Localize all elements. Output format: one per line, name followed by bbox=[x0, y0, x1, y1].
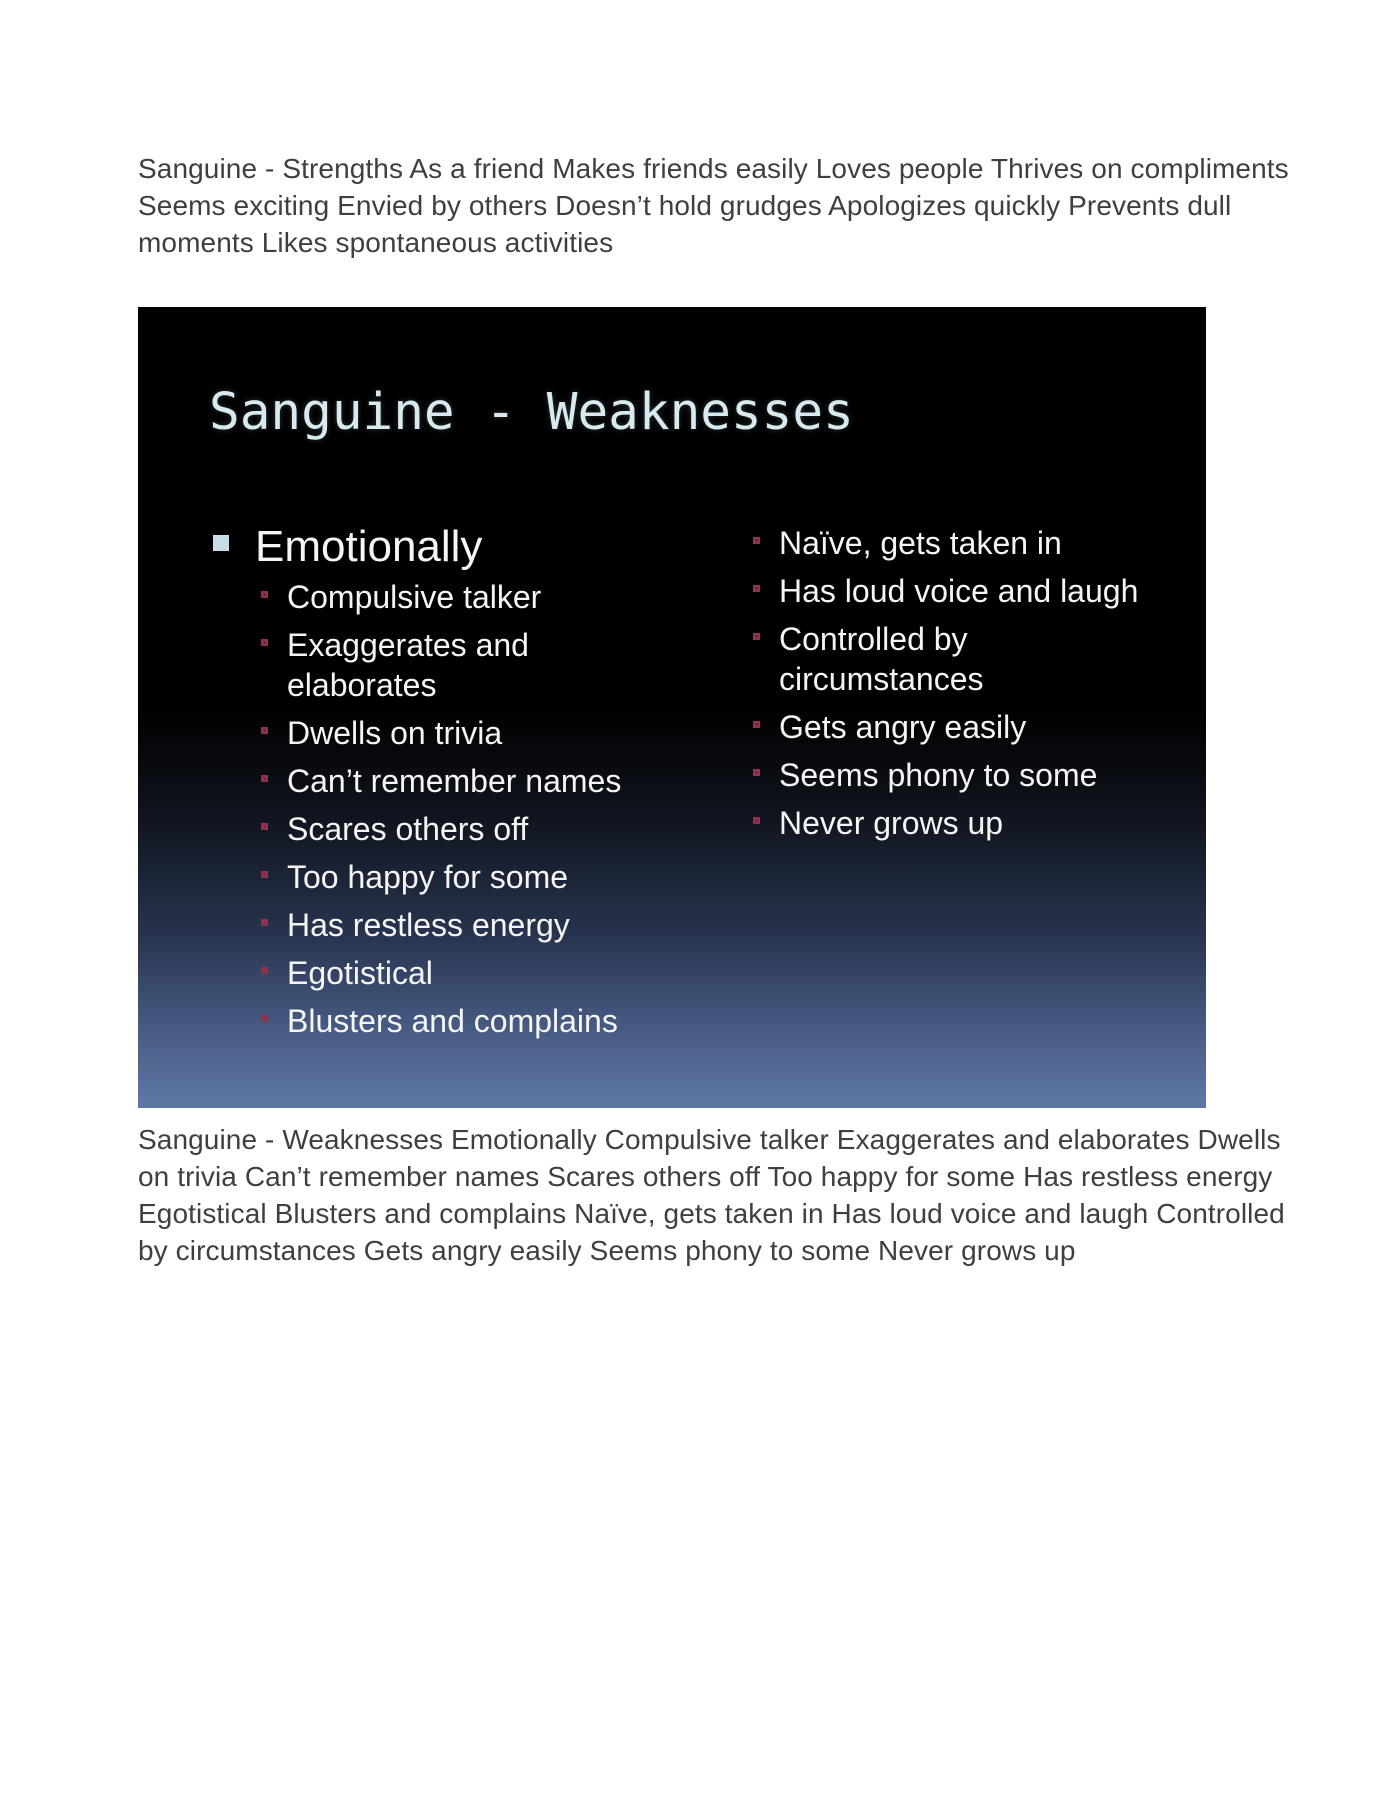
level2-bullet-icon bbox=[261, 639, 268, 646]
bullet-text: Scares others off bbox=[287, 811, 529, 847]
bullet-item-level2 bbox=[261, 761, 683, 801]
bullet-item-level2 bbox=[261, 625, 683, 705]
level2-bullet-icon bbox=[753, 585, 760, 592]
bullet-item-level2 bbox=[261, 857, 683, 897]
bullet-heading-text: Emotionally bbox=[255, 522, 483, 571]
bullet-text: Seems phony to some bbox=[779, 757, 1098, 793]
paragraph-line: Egotistical Blusters and complains Naïve, gets taken in Has loud voice and laugh Controlled bbox=[138, 1198, 1285, 1229]
bullet-text: Has loud voice and laugh bbox=[779, 573, 1139, 609]
bullet-item-level2 bbox=[753, 755, 1193, 795]
level2-bullet-icon bbox=[261, 1015, 268, 1022]
bullet-item-level2 bbox=[753, 571, 1193, 611]
bullet-text: Exaggerates and elaborates bbox=[287, 627, 529, 703]
level2-bullet-icon bbox=[261, 871, 268, 878]
top-paragraph bbox=[138, 150, 1378, 261]
level2-bullet-icon bbox=[261, 727, 268, 734]
paragraph-line: by circumstances Gets angry easily Seems phony to some Never grows up bbox=[138, 1235, 1076, 1266]
level2-bullet-icon bbox=[753, 721, 760, 728]
slide-image bbox=[138, 307, 1206, 1108]
bullet-item-level2 bbox=[261, 953, 683, 993]
bullet-text: Gets angry easily bbox=[779, 709, 1027, 745]
level2-bullet-icon bbox=[753, 817, 760, 824]
level2-bullet-icon bbox=[261, 823, 268, 830]
paragraph-line: moments Likes spontaneous activities bbox=[138, 227, 614, 258]
bullet-text: Blusters and complains bbox=[287, 1003, 618, 1039]
bullet-item-level1 bbox=[213, 519, 683, 574]
level2-bullet-icon bbox=[753, 769, 760, 776]
bullet-item-level2 bbox=[261, 809, 683, 849]
bullet-text: Has restless energy bbox=[287, 907, 570, 943]
bullet-item-level2 bbox=[753, 523, 1193, 563]
slide-right-column bbox=[753, 520, 1193, 851]
bullet-text: Too happy for some bbox=[287, 859, 569, 895]
level2-bullet-icon bbox=[261, 919, 268, 926]
level2-bullet-icon bbox=[261, 775, 268, 782]
bullet-item-level2 bbox=[753, 619, 1193, 699]
level1-bullet-icon bbox=[213, 535, 229, 551]
sub-bullet-list bbox=[213, 577, 683, 1041]
slide-left-column bbox=[213, 519, 683, 1049]
sub-bullet-list bbox=[753, 523, 1193, 843]
level2-bullet-icon bbox=[753, 537, 760, 544]
paragraph-line: on trivia Can’t remember names Scares others off Too happy for some Has restless energy bbox=[138, 1161, 1273, 1192]
level2-bullet-icon bbox=[261, 591, 268, 598]
bullet-text: Controlled by circumstances bbox=[779, 621, 984, 697]
bullet-item-level2 bbox=[261, 713, 683, 753]
bullet-item-level2 bbox=[261, 577, 683, 617]
bullet-item-level2 bbox=[261, 1001, 683, 1041]
bullet-item-level2 bbox=[753, 803, 1193, 843]
bullet-text: Can’t remember names bbox=[287, 763, 622, 799]
level2-bullet-icon bbox=[261, 967, 268, 974]
bullet-item-level2 bbox=[753, 707, 1193, 747]
bullet-text: Naïve, gets taken in bbox=[779, 525, 1062, 561]
bullet-text: Dwells on trivia bbox=[287, 715, 503, 751]
bullet-item-level2 bbox=[261, 905, 683, 945]
level2-bullet-icon bbox=[753, 633, 760, 640]
paragraph-line: Sanguine - Strengths As a friend Makes friends easily Loves people Thrives on compliments bbox=[138, 153, 1289, 184]
paragraph-line: Seems exciting Envied by others Doesn’t hold grudges Apologizes quickly Prevents dull bbox=[138, 190, 1232, 221]
paragraph-line: Sanguine - Weaknesses Emotionally Compulsive talker Exaggerates and elaborates Dwells bbox=[138, 1124, 1281, 1155]
bottom-paragraph bbox=[138, 1121, 1378, 1269]
bullet-text: Never grows up bbox=[779, 805, 1004, 841]
slide-title: Sanguine - Weaknesses bbox=[209, 383, 854, 442]
bullet-text: Egotistical bbox=[287, 955, 433, 991]
bullet-text: Compulsive talker bbox=[287, 579, 542, 615]
